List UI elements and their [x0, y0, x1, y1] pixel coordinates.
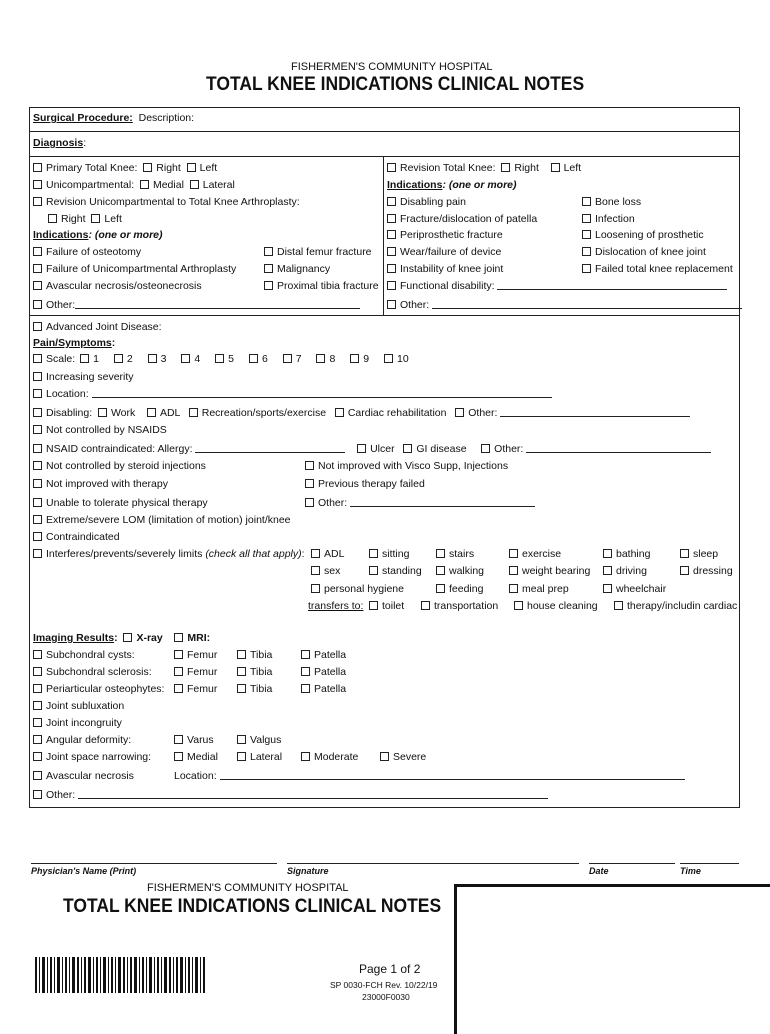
form-code: 23000F0030 [362, 992, 410, 1002]
narrowing-row[interactable]: Joint space narrowing: [33, 751, 151, 763]
date-label: Date [589, 866, 609, 876]
pain-heading: Pain/Symptoms: [33, 337, 116, 349]
disabling-other-field[interactable] [500, 407, 690, 417]
location-field[interactable] [92, 388, 552, 398]
severity-checkbox[interactable] [33, 372, 42, 381]
failed-replacement-row[interactable]: Failed total knee replacement [582, 263, 733, 275]
revision-uni-side-row[interactable]: Right Left [48, 213, 122, 225]
therapy-other-checkbox[interactable] [305, 498, 314, 507]
revision-other-checkbox[interactable] [387, 300, 396, 309]
location-row[interactable]: Location: [33, 388, 552, 400]
scale-3-checkbox[interactable] [148, 354, 157, 363]
lateral-checkbox[interactable] [190, 180, 199, 189]
narrowing-severe[interactable]: Severe [380, 751, 426, 763]
osteophytes-femur[interactable]: Femur [174, 683, 217, 695]
nsaids-checkbox[interactable] [33, 425, 42, 434]
sclerosis-femur-checkbox[interactable] [174, 667, 183, 676]
surgical-procedure-label: Surgical Procedure: [33, 112, 133, 124]
incongruity-checkbox[interactable] [33, 718, 42, 727]
primary-total-knee-row[interactable]: Primary Total Knee: Right Left [33, 162, 217, 174]
angular-checkbox[interactable] [33, 735, 42, 744]
infection-checkbox[interactable] [582, 214, 591, 223]
disabling-row[interactable]: Disabling: Work ADL Recreation/sports/exercise Cardiac rehabilitation Other: [33, 407, 690, 419]
transportation-checkbox[interactable] [421, 601, 430, 610]
stairs-option[interactable]: stairs [436, 548, 474, 560]
sex-checkbox[interactable] [311, 566, 320, 575]
lom-checkbox[interactable] [33, 515, 42, 524]
dressing-option[interactable]: dressing [680, 565, 733, 577]
tolerate-row[interactable]: Unable to tolerate physical therapy [33, 497, 208, 509]
bathing-checkbox[interactable] [603, 549, 612, 558]
sclerosis-row[interactable]: Subchondral sclerosis: [33, 666, 152, 678]
revision-uni-right-checkbox[interactable] [48, 214, 57, 223]
bone-loss-row[interactable]: Bone loss [582, 196, 641, 208]
meal-option[interactable]: meal prep [509, 583, 569, 595]
cysts-tibia[interactable]: Tibia [237, 649, 272, 661]
therapy-other-field[interactable] [350, 497, 535, 507]
driving-option[interactable]: driving [603, 565, 647, 577]
uni-failure-row[interactable]: Failure of Unicompartmental Arthroplasty [33, 263, 236, 275]
diagnosis-other-checkbox[interactable] [33, 300, 42, 309]
cysts-row[interactable]: Subchondral cysts: [33, 649, 135, 661]
house-checkbox[interactable] [514, 601, 523, 610]
osteophytes-row[interactable]: Periarticular osteophytes: [33, 683, 164, 695]
patella-fracture-checkbox[interactable] [387, 214, 396, 223]
advanced-disease-row[interactable]: Advanced Joint Disease: [33, 321, 162, 333]
cysts-tibia-checkbox[interactable] [237, 650, 246, 659]
time-label: Time [680, 866, 701, 876]
revision-left-checkbox[interactable] [551, 163, 560, 172]
date-field[interactable] [589, 863, 675, 864]
revision-total-checkbox[interactable] [387, 163, 396, 172]
angular-row[interactable]: Angular deformity: [33, 734, 131, 746]
primary-total-knee-checkbox[interactable] [33, 163, 42, 172]
revision-uni-checkbox[interactable] [33, 197, 42, 206]
scale-9-checkbox[interactable] [350, 354, 359, 363]
signature-field[interactable] [287, 863, 579, 864]
narrowing-checkbox[interactable] [33, 752, 42, 761]
signature-label: Signature [287, 866, 329, 876]
valgus-checkbox[interactable] [237, 735, 246, 744]
sclerosis-checkbox[interactable] [33, 667, 42, 676]
infection-row[interactable]: Infection [582, 213, 635, 225]
nsaid-other-checkbox[interactable] [481, 444, 490, 453]
interferes-checkbox[interactable] [33, 549, 42, 558]
therapy-checkbox[interactable] [33, 479, 42, 488]
narrowing-lateral-checkbox[interactable] [237, 752, 246, 761]
driving-checkbox[interactable] [603, 566, 612, 575]
adl2-option[interactable]: ADL [311, 548, 344, 560]
unicompartmental-row[interactable]: Unicompartmental: Medial Lateral [33, 179, 235, 191]
scale-5-checkbox[interactable] [215, 354, 224, 363]
scale-7-checkbox[interactable] [283, 354, 292, 363]
disabling-other-checkbox[interactable] [455, 408, 464, 417]
visco-checkbox[interactable] [305, 461, 314, 470]
functional-field[interactable] [497, 280, 727, 290]
osteophytes-tibia-checkbox[interactable] [237, 684, 246, 693]
sclerosis-tibia-checkbox[interactable] [237, 667, 246, 676]
wheelchair-checkbox[interactable] [603, 584, 612, 593]
lom-row[interactable]: Extreme/severe LOM (limitation of motion) joint/knee [33, 514, 291, 526]
steroid-row[interactable]: Not controlled by steroid injections [33, 460, 206, 472]
sleep-checkbox[interactable] [680, 549, 689, 558]
sitting-checkbox[interactable] [369, 549, 378, 558]
wheelchair-option[interactable]: wheelchair [603, 583, 666, 595]
weight-option[interactable]: weight bearing [509, 565, 590, 577]
exercise-checkbox[interactable] [509, 549, 518, 558]
scale-checkbox[interactable] [33, 354, 42, 363]
adl-checkbox[interactable] [147, 408, 156, 417]
imaging-other-checkbox[interactable] [33, 790, 42, 799]
cysts-patella-checkbox[interactable] [301, 650, 310, 659]
physician-name-label: Physician's Name (Print) [31, 866, 137, 876]
osteophytes-patella[interactable]: Patella [301, 683, 346, 695]
cysts-patella[interactable]: Patella [301, 649, 346, 661]
instability-row[interactable]: Instability of knee joint [387, 263, 503, 275]
interferes-row[interactable]: Interferes/prevents/severely limits (check all that apply): [33, 548, 305, 560]
scale-1-checkbox[interactable] [80, 354, 89, 363]
revision-other-field[interactable] [432, 299, 742, 309]
walking-option[interactable]: walking [436, 565, 484, 577]
revision-uni-left-checkbox[interactable] [91, 214, 100, 223]
ulcer-checkbox[interactable] [357, 444, 366, 453]
patella-fracture-row[interactable]: Fracture/dislocation of patella [387, 213, 537, 225]
steroid-checkbox[interactable] [33, 461, 42, 470]
narrowing-lateral[interactable]: Lateral [237, 751, 282, 763]
standing-option[interactable]: standing [369, 565, 422, 577]
osteophytes-checkbox[interactable] [33, 684, 42, 693]
allergy-field[interactable] [195, 443, 345, 453]
avascular-row[interactable]: Avascular necrosis/osteonecrosis [33, 280, 202, 292]
time-field[interactable] [680, 863, 739, 864]
scale-10-checkbox[interactable] [384, 354, 393, 363]
cysts-femur-checkbox[interactable] [174, 650, 183, 659]
sclerosis-patella[interactable]: Patella [301, 666, 346, 678]
label-box [454, 884, 770, 1034]
femur-fracture-checkbox[interactable] [264, 247, 273, 256]
footer-hospital-name: FISHERMEN'S COMMUNITY HOSPITAL [147, 882, 349, 894]
valgus-option[interactable]: Valgus [237, 734, 281, 746]
imaging-location[interactable]: Location: [174, 770, 685, 782]
imaging-avascular-checkbox[interactable] [33, 771, 42, 780]
cysts-femur[interactable]: Femur [174, 649, 217, 661]
exercise-option[interactable]: exercise [509, 548, 561, 560]
walking-checkbox[interactable] [436, 566, 445, 575]
hygiene-option[interactable]: personal hygiene [311, 583, 404, 595]
osteotomy-checkbox[interactable] [33, 247, 42, 256]
visco-row[interactable]: Not improved with Visco Supp, Injections [305, 460, 508, 472]
revision-total-row[interactable]: Revision Total Knee: Right Left [387, 162, 581, 174]
scale-4-checkbox[interactable] [181, 354, 190, 363]
bathing-option[interactable]: bathing [603, 548, 650, 560]
diagnosis-heading: Diagnosis: [33, 137, 87, 149]
wear-checkbox[interactable] [387, 247, 396, 256]
medial-checkbox[interactable] [140, 180, 149, 189]
xray-checkbox[interactable] [123, 633, 132, 642]
indications-heading: Indications: (one or more) [33, 229, 163, 241]
periprosthetic-checkbox[interactable] [387, 230, 396, 239]
instability-checkbox[interactable] [387, 264, 396, 273]
therapy-other-row[interactable]: Other: [305, 497, 535, 509]
revision-uni-row[interactable]: Revision Unicompartmental to Total Knee Arthroplasty: [33, 196, 300, 208]
primary-left-checkbox[interactable] [187, 163, 196, 172]
work-checkbox[interactable] [98, 408, 107, 417]
surgical-procedure-row[interactable] [33, 112, 194, 124]
gi-checkbox[interactable] [403, 444, 412, 453]
contraindicated-checkbox[interactable] [33, 532, 42, 541]
page-title: TOTAL KNEE INDICATIONS CLINICAL NOTES [206, 74, 585, 95]
functional-row[interactable]: Functional disability: [387, 280, 727, 292]
avascular-checkbox[interactable] [33, 281, 42, 290]
therapy-row[interactable]: Not improved with therapy [33, 478, 168, 490]
subluxation-checkbox[interactable] [33, 701, 42, 710]
loosening-row[interactable]: Loosening of prosthetic [582, 229, 704, 241]
imaging-heading[interactable]: Imaging Results: X-ray MRI: [33, 632, 211, 644]
feeding-option[interactable]: feeding [436, 583, 483, 595]
revision-right-checkbox[interactable] [501, 163, 510, 172]
severity-row[interactable]: Increasing severity [33, 371, 134, 383]
diagnosis-other-row[interactable]: Other: [33, 299, 360, 311]
sclerosis-patella-checkbox[interactable] [301, 667, 310, 676]
imaging-avascular-row[interactable]: Avascular necrosis [33, 770, 134, 782]
narrowing-moderate[interactable]: Moderate [301, 751, 358, 763]
periprosthetic-row[interactable]: Periprosthetic fracture [387, 229, 503, 241]
failed-replacement-checkbox[interactable] [582, 264, 591, 273]
uni-failure-checkbox[interactable] [33, 264, 42, 273]
hygiene-checkbox[interactable] [311, 584, 320, 593]
narrowing-moderate-checkbox[interactable] [301, 752, 310, 761]
disabling-pain-row[interactable]: Disabling pain [387, 196, 466, 208]
footer-title: TOTAL KNEE INDICATIONS CLINICAL NOTES [63, 896, 442, 917]
narrowing-medial-checkbox[interactable] [174, 752, 183, 761]
incongruity-row[interactable]: Joint incongruity [33, 717, 122, 729]
primary-right-checkbox[interactable] [143, 163, 152, 172]
imaging-other-field[interactable] [78, 789, 548, 799]
toilet-checkbox[interactable] [369, 601, 378, 610]
osteophytes-tibia[interactable]: Tibia [237, 683, 272, 695]
cysts-checkbox[interactable] [33, 650, 42, 659]
nsaid-contra-row[interactable]: NSAID contraindicated: Allergy: Ulcer GI disease Other: [33, 443, 711, 455]
nsaid-other-field[interactable] [526, 443, 711, 453]
hospital-name: FISHERMEN'S COMMUNITY HOSPITAL [291, 61, 493, 73]
revision-other-row[interactable]: Other: [387, 299, 742, 311]
wear-row[interactable]: Wear/failure of device [387, 246, 501, 258]
nsaid-contra-checkbox[interactable] [33, 444, 42, 453]
osteophytes-femur-checkbox[interactable] [174, 684, 183, 693]
imaging-other-row[interactable]: Other: [33, 789, 548, 801]
scale-8-checkbox[interactable] [316, 354, 325, 363]
house-option[interactable]: house cleaning [514, 600, 598, 612]
recreation-checkbox[interactable] [189, 408, 198, 417]
sitting-option[interactable]: sitting [369, 548, 409, 560]
bone-loss-checkbox[interactable] [582, 197, 591, 206]
scale-6-checkbox[interactable] [249, 354, 258, 363]
functional-checkbox[interactable] [387, 281, 396, 290]
transportation-option[interactable]: transportation [421, 600, 498, 612]
prev-therapy-checkbox[interactable] [305, 479, 314, 488]
disabling-pain-checkbox[interactable] [387, 197, 396, 206]
feeding-checkbox[interactable] [436, 584, 445, 593]
location-checkbox[interactable] [33, 389, 42, 398]
transfers-label: transfers to: [308, 600, 364, 612]
osteophytes-patella-checkbox[interactable] [301, 684, 310, 693]
loosening-checkbox[interactable] [582, 230, 591, 239]
narrowing-medial[interactable]: Medial [174, 751, 218, 763]
toilet-option[interactable]: toilet [369, 600, 404, 612]
disabling-checkbox[interactable] [33, 408, 42, 417]
stairs-checkbox[interactable] [436, 549, 445, 558]
description-label: Description: [138, 112, 195, 124]
revision-indications-heading: Indications: (one or more) [387, 179, 517, 191]
cardiac-therapy-checkbox[interactable] [614, 601, 623, 610]
unicompartmental-checkbox[interactable] [33, 180, 42, 189]
weight-checkbox[interactable] [509, 566, 518, 575]
meal-checkbox[interactable] [509, 584, 518, 593]
sex-option[interactable]: sex [311, 565, 340, 577]
varus-option[interactable]: Varus [174, 734, 214, 746]
malignancy-row[interactable]: Malignancy [264, 263, 330, 275]
prev-therapy-row[interactable]: Previous therapy failed [305, 478, 425, 490]
sclerosis-tibia[interactable]: Tibia [237, 666, 272, 678]
narrowing-severe-checkbox[interactable] [380, 752, 389, 761]
imaging-location-field[interactable] [220, 770, 685, 780]
scale-row[interactable]: Scale: 1 2 3 4 5 6 7 8 9 10 [33, 353, 409, 365]
varus-checkbox[interactable] [174, 735, 183, 744]
tibia-fracture-row[interactable]: Proximal tibia fracture [264, 280, 379, 292]
dislocation-row[interactable]: Dislocation of knee joint [582, 246, 706, 258]
barcode-image [35, 957, 205, 993]
nsaids-row[interactable]: Not controlled by NSAIDS [33, 424, 167, 436]
scale-2-checkbox[interactable] [114, 354, 123, 363]
sleep-option[interactable]: sleep [680, 548, 718, 560]
standing-checkbox[interactable] [369, 566, 378, 575]
physician-name-field[interactable] [31, 863, 277, 864]
subluxation-row[interactable]: Joint subluxation [33, 700, 124, 712]
cardiac-therapy-option[interactable]: therapy/includin cardiac [614, 600, 737, 612]
diagnosis-other-field[interactable] [75, 299, 360, 309]
form-number: SP 0030-FCH Rev. 10/22/19 [330, 980, 438, 990]
dislocation-checkbox[interactable] [582, 247, 591, 256]
tolerate-checkbox[interactable] [33, 498, 42, 507]
cardiac-checkbox[interactable] [335, 408, 344, 417]
malignancy-checkbox[interactable] [264, 264, 273, 273]
osteotomy-row[interactable]: Failure of osteotomy [33, 246, 141, 258]
mri-checkbox[interactable] [174, 633, 183, 642]
adl2-checkbox[interactable] [311, 549, 320, 558]
femur-fracture-row[interactable]: Distal femur fracture [264, 246, 372, 258]
dressing-checkbox[interactable] [680, 566, 689, 575]
advanced-disease-checkbox[interactable] [33, 322, 42, 331]
sclerosis-femur[interactable]: Femur [174, 666, 217, 678]
tibia-fracture-checkbox[interactable] [264, 281, 273, 290]
page-number: Page 1 of 2 [359, 962, 421, 976]
contraindicated-row[interactable]: Contraindicated [33, 531, 120, 543]
